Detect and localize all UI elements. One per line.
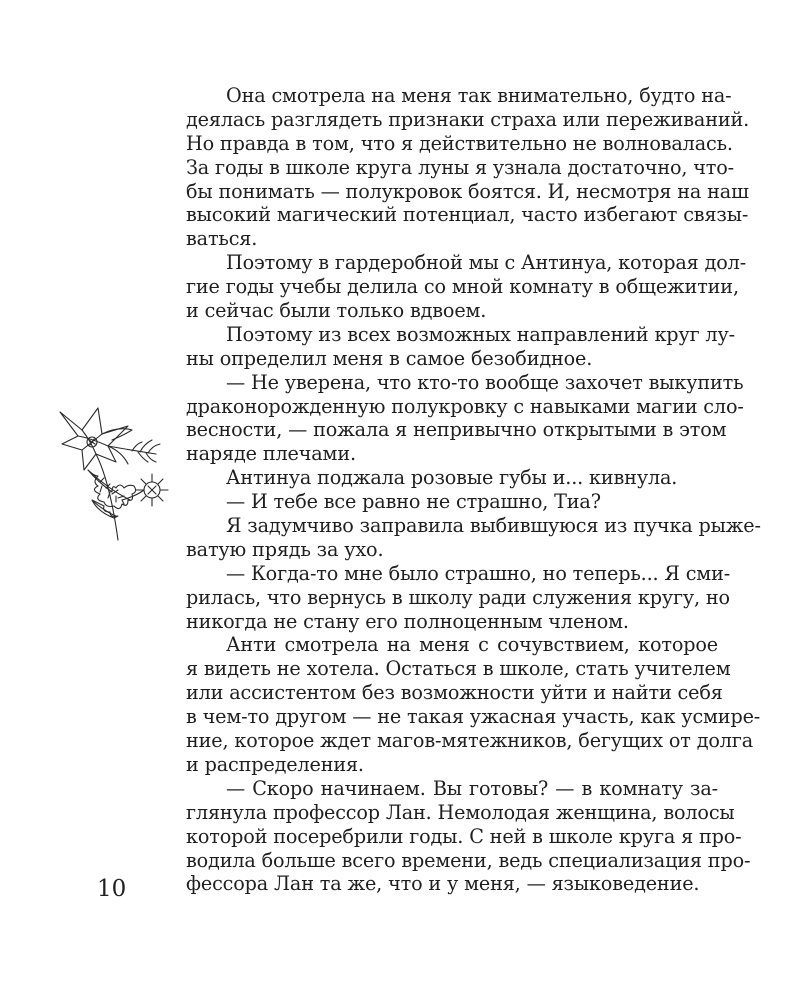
text-line: — Когда-то мне было страшно, но теперь... Я сми- <box>226 561 731 585</box>
text-line: или ассистентом без возможности уйти и найти себя <box>186 681 723 705</box>
text-line: Поэтому в гардеробной мы с Антинуа, которая дол- <box>226 251 747 275</box>
text-line: ваться. <box>186 227 258 251</box>
text-line: — Не уверена, что кто-то вообще захочет выкупить <box>226 370 744 394</box>
text-line: в чем-то другом — не такая ужасная участь, как усмире- <box>186 705 761 729</box>
text-line: весности, — пожала я непривычно открытыми в этом <box>186 418 727 442</box>
text-line: деялась разглядеть признаки страха или переживаний. <box>186 107 750 131</box>
text-line: Но правда в том, что я действительно не волновалась. <box>186 131 733 155</box>
text-line: бы понимать — полукровок боятся. И, несмотря на наш <box>186 179 749 203</box>
text-line: гие годы учебы делила со мной комнату в общежитии, <box>186 275 739 299</box>
text-line: Поэтому из всех возможных направлений круг лу- <box>226 322 735 346</box>
text-line: ватую прядь за ухо. <box>186 537 384 561</box>
text-line: За годы в школе круга луны я узнала достаточно, что- <box>186 155 735 179</box>
text-line: Антинуа поджала розовые губы и... кивнула. <box>226 466 678 490</box>
text-line: Анти смотрела на меня с сочувствием, которое <box>226 633 718 657</box>
text-line: Она смотрела на меня так внимательно, будто на- <box>226 84 732 107</box>
text-line: я видеть не хотела. Остаться в школе, стать учителем <box>186 657 731 681</box>
body-text <box>186 84 761 896</box>
text-line: глянула профессор Лан. Немолодая женщина, волосы <box>186 800 735 824</box>
text-line: фессора Лан та же, что и у меня, — языковедение. <box>186 872 700 896</box>
text-line: никогда не стану его полноценным членом. <box>186 609 629 633</box>
text-line: высокий магический потенциал, часто избегают связы- <box>186 203 749 227</box>
text-line: водила больше всего времени, ведь специализация про- <box>186 848 751 872</box>
text-line: Я задумчиво заправила выбившуюся из пучка рыже- <box>226 514 761 538</box>
text-line: — Скоро начинаем. Вы готовы? — в комнату за- <box>226 776 718 800</box>
text-line: которой посеребрили годы. С ней в школе круга я про- <box>186 824 742 848</box>
text-line: — И тебе все равно не страшно, Тиа? <box>226 490 601 514</box>
text-line: драконорожденную полукровку с навыками магии сло- <box>186 394 744 418</box>
text-line: наряде плечами. <box>186 442 356 466</box>
page-number: 10 <box>97 876 127 902</box>
text-line: и сейчас были только вдвоем. <box>186 299 487 323</box>
text-line: и распределения. <box>186 752 364 776</box>
text-line: ние, которое ждет магов-мятежников, бегущих от долга <box>186 729 754 753</box>
text-line: ны определил меня в самое безобидное. <box>186 346 593 370</box>
flower-illustration <box>52 400 177 545</box>
text-line: рилась, что вернусь в школу ради служения кругу, но <box>186 585 730 609</box>
